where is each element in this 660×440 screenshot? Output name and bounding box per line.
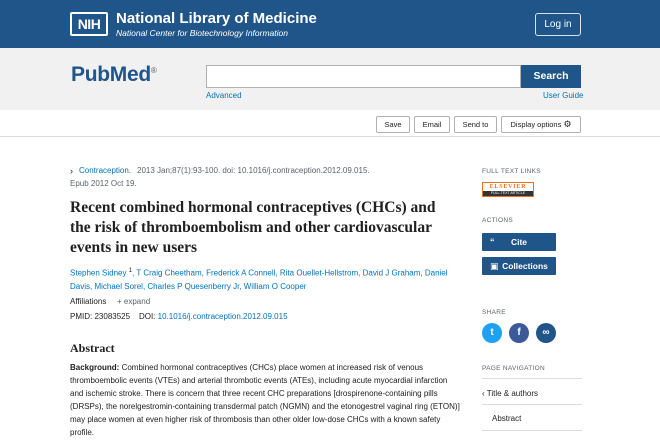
display-options-button[interactable] (501, 116, 581, 133)
nav-item-title-authors[interactable] (482, 389, 538, 398)
abstract-body: Combined hormonal contraceptives (CHCs) place women at increased risk of venous thromboembolic events (VTEs) and arterial thrombotic events (ATEs), including acute myocardial infarction and ischemic stroke. There is concern that three recent CHC preparations [drospirenone-containing pills (DRSPs), the norelgestromin-containing transdermal patch (NGMN) and the etonogestrel vaginal ring (ETON)] may place women at even higher risk of thrombosis than other older low-dose CHCs with a known safety profile. (70, 363, 460, 437)
elsevier-name: ELSEVIER (489, 184, 527, 190)
nav-divider (482, 430, 582, 431)
author-link[interactable]: Daniel Davis (70, 268, 448, 291)
author-link[interactable]: Michael Sorel (94, 281, 143, 291)
gear-icon: ⚙ (563, 119, 572, 129)
epub-date: Epub 2012 Oct 19. (70, 179, 137, 188)
author-list: Stephen Sidney $^1$, T Craig Cheetham, Frederick A Connell, Rita Ouellet-Hellstrom, David J Graham, Daniel Davis, Michael Sorel, Charles P Quesenberry Jr, William O Cooper (70, 268, 448, 291)
display-options-label: Display options (510, 120, 562, 129)
link-icon[interactable]: ∞ (536, 323, 556, 343)
cite-label: Cite (510, 237, 528, 247)
identifiers (70, 312, 288, 321)
pmid-label: PMID: (70, 312, 93, 321)
nlm-name[interactable]: National Library of Medicine (116, 10, 317, 27)
nav-divider (482, 378, 582, 379)
citation-details: 2013 Jan;87(1):93-100. doi: 10.1016/j.contraception.2012.09.015. (137, 166, 370, 175)
bookmark-icon: ▣ (490, 261, 499, 271)
collections-label: Collections (502, 261, 548, 271)
doi-link[interactable]: 10.1016/j.contraception.2012.09.015 (157, 312, 288, 321)
login-button[interactable]: Log in (535, 13, 581, 36)
author-affiliation-ref[interactable]: 1 (128, 268, 133, 274)
cite-button[interactable] (482, 233, 556, 251)
expand-affiliations-button[interactable]: + expand (117, 297, 151, 306)
nih-logo[interactable] (70, 12, 108, 36)
nav-divider (482, 404, 582, 405)
author-link[interactable]: David J Graham (362, 268, 421, 278)
abstract-text (70, 361, 460, 439)
page-navigation-label: PAGE NAVIGATION (482, 365, 546, 372)
abstract-heading: Abstract (70, 341, 115, 355)
author-link[interactable]: Rita Ouellet-Hellstrom (279, 268, 359, 278)
search-input[interactable] (206, 65, 521, 88)
twitter-icon[interactable]: t (482, 323, 502, 343)
article-title: Recent combined hormonal contraceptives (CHCs) and the risk of thromboembolism and other cardiovascular events in new users (70, 199, 436, 256)
quote-icon: “ (490, 237, 495, 247)
nav-item-abstract[interactable]: Abstract (492, 414, 522, 423)
user-guide-link[interactable]: User Guide (543, 91, 584, 100)
share-label: SHARE (482, 309, 506, 316)
pmid-value: 23083525 (94, 312, 131, 321)
email-button[interactable]: Email (414, 116, 450, 133)
toolbar-divider (0, 136, 660, 137)
ncbi-subtitle: National Center for Biotechnology Information (116, 28, 288, 38)
chevron-left-icon: ‹ (482, 389, 485, 398)
facebook-icon[interactable]: f (509, 323, 529, 343)
journal-link[interactable]: Contraception. (79, 166, 132, 175)
author-link[interactable]: T Craig Cheetham (136, 268, 202, 278)
author-link[interactable]: Stephen Sidney (70, 268, 127, 278)
elsevier-full-text-link[interactable] (482, 182, 534, 197)
pubmed-logo[interactable] (71, 63, 156, 87)
author-link[interactable]: Frederick A Connell (206, 268, 276, 278)
author-link[interactable]: Charles P Quesenberry Jr (147, 281, 240, 291)
affiliations-label: Affiliations (70, 297, 107, 306)
elsevier-sub: FULL-TEXT ARTICLE (483, 191, 533, 196)
nih-header (0, 0, 660, 48)
chevron-right-icon: › (70, 166, 73, 176)
nih-logo-text: NIH (77, 16, 101, 32)
full-text-links-label: FULL TEXT LINKS (482, 168, 541, 175)
search-button[interactable]: Search (521, 65, 581, 88)
save-button[interactable]: Save (376, 116, 410, 133)
doi-label: DOI: (138, 312, 156, 321)
send-to-button[interactable]: Send to (454, 116, 497, 133)
nav-item-label: Title & authors (486, 389, 539, 398)
actions-label: ACTIONS (482, 217, 513, 224)
pubmed-logo-reg: ® (150, 66, 157, 75)
collections-button[interactable] (482, 257, 556, 275)
advanced-search-link[interactable]: Advanced (206, 91, 242, 100)
abstract-section-label: Background: (70, 363, 120, 372)
pubmed-logo-text: PubMed (71, 63, 151, 86)
author-link[interactable]: William O Cooper (243, 281, 307, 291)
